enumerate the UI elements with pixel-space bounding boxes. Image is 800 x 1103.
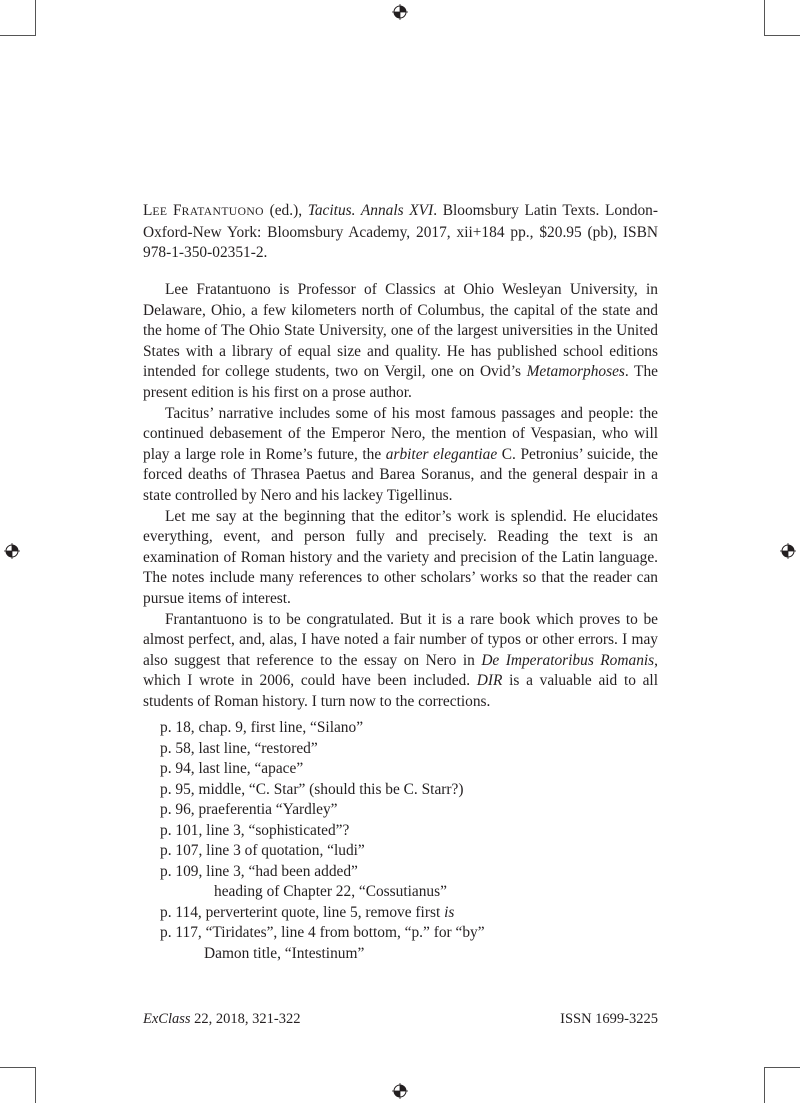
crop-mark bbox=[0, 35, 36, 36]
list-item: heading of Chapter 22, “Cossutianus” bbox=[214, 883, 447, 901]
registration-mark-icon bbox=[392, 1083, 408, 1099]
crop-mark bbox=[35, 0, 36, 36]
crop-mark bbox=[764, 35, 800, 36]
list-item-text: p. 114, perverterint quote, line 5, remove first bbox=[160, 903, 445, 921]
paragraph-text: Lee Fratantuono is Professor of Classics at Ohio Wesleyan University, in Delaware, Ohio, a few kilometers north of Columbus, the capital of the state and the home of The Ohio State University, one of the largest universities in the United States with a library of equal size and quality. He has published school editions intended for college students, two on Vergil, one on Ovid’s bbox=[143, 281, 658, 381]
list-item: p. 18, chap. 9, first line, “Silano” bbox=[160, 719, 364, 736]
author-first-name: LEE bbox=[143, 202, 168, 219]
citation-details: . Bloomsbury Latin Texts. London-Oxford-New York: Bloomsbury Academy, 2017, xii+184 pp., $20.95 (pb), ISBN 978-1-350-02351-2. bbox=[143, 202, 659, 261]
italic-title: De Imperatoribus Romanis bbox=[481, 651, 655, 669]
journal-name: ExClass bbox=[143, 1011, 191, 1027]
review-body bbox=[143, 280, 658, 712]
list-item: Damon title, “Intestinum” bbox=[204, 945, 365, 963]
registration-mark-icon bbox=[4, 543, 20, 559]
list-item: p. 101, line 3, “sophisticated”? bbox=[160, 821, 350, 839]
paragraph-text: . The present edition is his first on a prose author. bbox=[143, 363, 658, 401]
journal-reference bbox=[143, 1011, 301, 1028]
list-item: p. 94, last line, “apace” bbox=[160, 760, 304, 778]
list-item bbox=[160, 903, 640, 924]
author-last-name: FRATANTUONO bbox=[173, 202, 264, 219]
list-item: p. 96, praeferentia “Yardley” bbox=[160, 801, 338, 819]
paragraph bbox=[143, 404, 658, 507]
journal-volume: 22, 2018, 321-322 bbox=[190, 1011, 301, 1027]
crop-mark bbox=[764, 0, 765, 36]
paragraph-text: Frantantuono is to be congratulated. But it is a rare book which proves to be almost perfect, and, alas, I have noted a fair number of typos or other errors. I may also suggest that reference to the essay on Nero in bbox=[143, 610, 658, 669]
paragraph-text: , which I wrote in 2006, could have been included. bbox=[143, 651, 659, 690]
book-title: Tacitus. Annals XVI bbox=[307, 202, 434, 219]
italic-title: Metamorphoses bbox=[526, 363, 625, 381]
paragraph bbox=[143, 610, 658, 713]
crop-mark bbox=[764, 1067, 765, 1103]
citation-editor: (ed.), bbox=[263, 202, 308, 219]
crop-mark bbox=[764, 1067, 800, 1068]
italic-abbrev: DIR bbox=[476, 672, 503, 690]
errata-list bbox=[160, 718, 640, 965]
paragraph bbox=[143, 280, 658, 404]
crop-mark bbox=[35, 1067, 36, 1103]
paragraph-text: Tacitus’ narrative includes some of his most famous passages and people: the continued debasement of the Emperor Nero, the mention of Vespasian, who will play a large role in Rome’s future, the bbox=[143, 404, 658, 463]
review-citation bbox=[143, 201, 658, 264]
list-item: p. 95, middle, “C. Star” (should this be C. Starr?) bbox=[160, 780, 464, 798]
registration-mark-icon bbox=[392, 4, 408, 20]
paragraph-text: is a valuable aid to all students of Roman history. I turn now to the corrections. bbox=[143, 672, 658, 710]
italic-term: arbiter elegantiae bbox=[385, 445, 498, 463]
italic-word: is bbox=[444, 903, 455, 921]
issn: ISSN 1699-3225 bbox=[560, 1011, 658, 1027]
list-item: p. 109, line 3, “had been added” bbox=[160, 862, 358, 880]
list-item: p. 117, “Tiridates”, line 4 from bottom, “p.” for “by” bbox=[160, 924, 485, 942]
paragraph: Let me say at the beginning that the editor’s work is splendid. He elucidates everything, event, and person fully and precisely. Reading the text is an examination of Roman history and the variety and precision of the Latin language. The notes include many references to other scholars’ works so that the reader can pursue items of interest. bbox=[143, 507, 658, 607]
paragraph-text: C. Petronius’ suicide, the forced deaths of Thrasea Paetus and Barea Soranus, and the general despair in a state controlled by Nero and his lackey Tigellinus. bbox=[143, 445, 658, 504]
list-item: p. 107, line 3 of quotation, “ludi” bbox=[160, 842, 365, 860]
registration-mark-icon bbox=[780, 543, 796, 559]
crop-mark bbox=[0, 1067, 36, 1068]
list-item: p. 58, last line, “restored” bbox=[160, 739, 318, 757]
